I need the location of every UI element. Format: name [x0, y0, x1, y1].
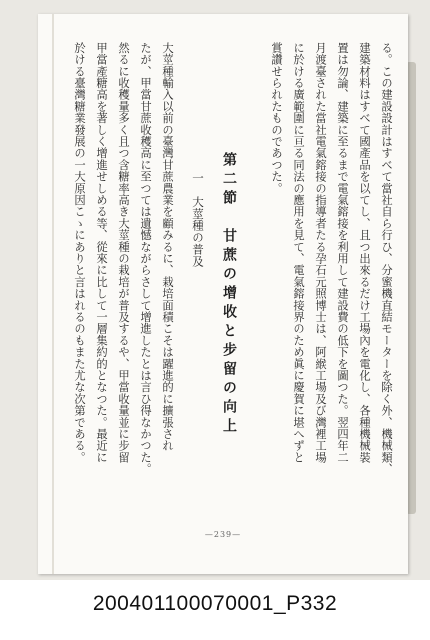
text-line: 大莖種輸入以前の臺灣甘蔗農業を顧みるに、栽培面積こそは躍進的に擴張され: [161, 42, 174, 452]
text-line: 建築材料はすべて國產品を以てし、且つ出來るだけ工場內を電化し、各種機械裝: [358, 42, 371, 464]
text-line: たが、甲當甘蔗收穫高に至つては遺憾ながらさして增進したとは言ひ得なかつた。: [139, 42, 152, 475]
page-number: —239—: [204, 530, 242, 539]
image-caption: 200401100070001_P332: [92, 592, 338, 615]
text-line: 甲當產糖高を著しく增進せしめる等、從來に比して一層集約的となつた。最近に: [95, 42, 108, 464]
text-line: 置は勿論、建築に至るまで電氣鎔接を利用して建設費の低下を圖つた。翌四年二: [336, 42, 349, 464]
page-gutter: [52, 14, 54, 574]
text-line: に於ける廣範圍に亘る同法の應用を見て、電氣鎔接界のため眞に慶賀に堪へずと: [292, 42, 305, 464]
section-heading: 第二節 甘蔗の增收と步留の向上: [221, 152, 237, 437]
text-line: る。この建設設計はすべて當社自ら行ひ、分蜜機直結モーターを除く外、機械類、: [380, 42, 393, 475]
text-line: 月渡臺された當社電氣鎔接の指導者たる孕石元照博士は、阿緱工場及び灣裡工場: [314, 42, 327, 464]
text-line: 然るに收穫量多く且つ含糖率高き大莖種の栽培が普及するや、甲當收量並に步留: [117, 42, 130, 464]
text-line: 於ける臺灣糖業發展の一大原因こゝにありと言はれるのもまた尤な次第である。: [73, 42, 86, 464]
text-line: 賞讚せられたものであつた。: [270, 42, 283, 195]
subheading: 一 大莖種の普及: [191, 172, 205, 268]
book-page: [38, 14, 408, 574]
